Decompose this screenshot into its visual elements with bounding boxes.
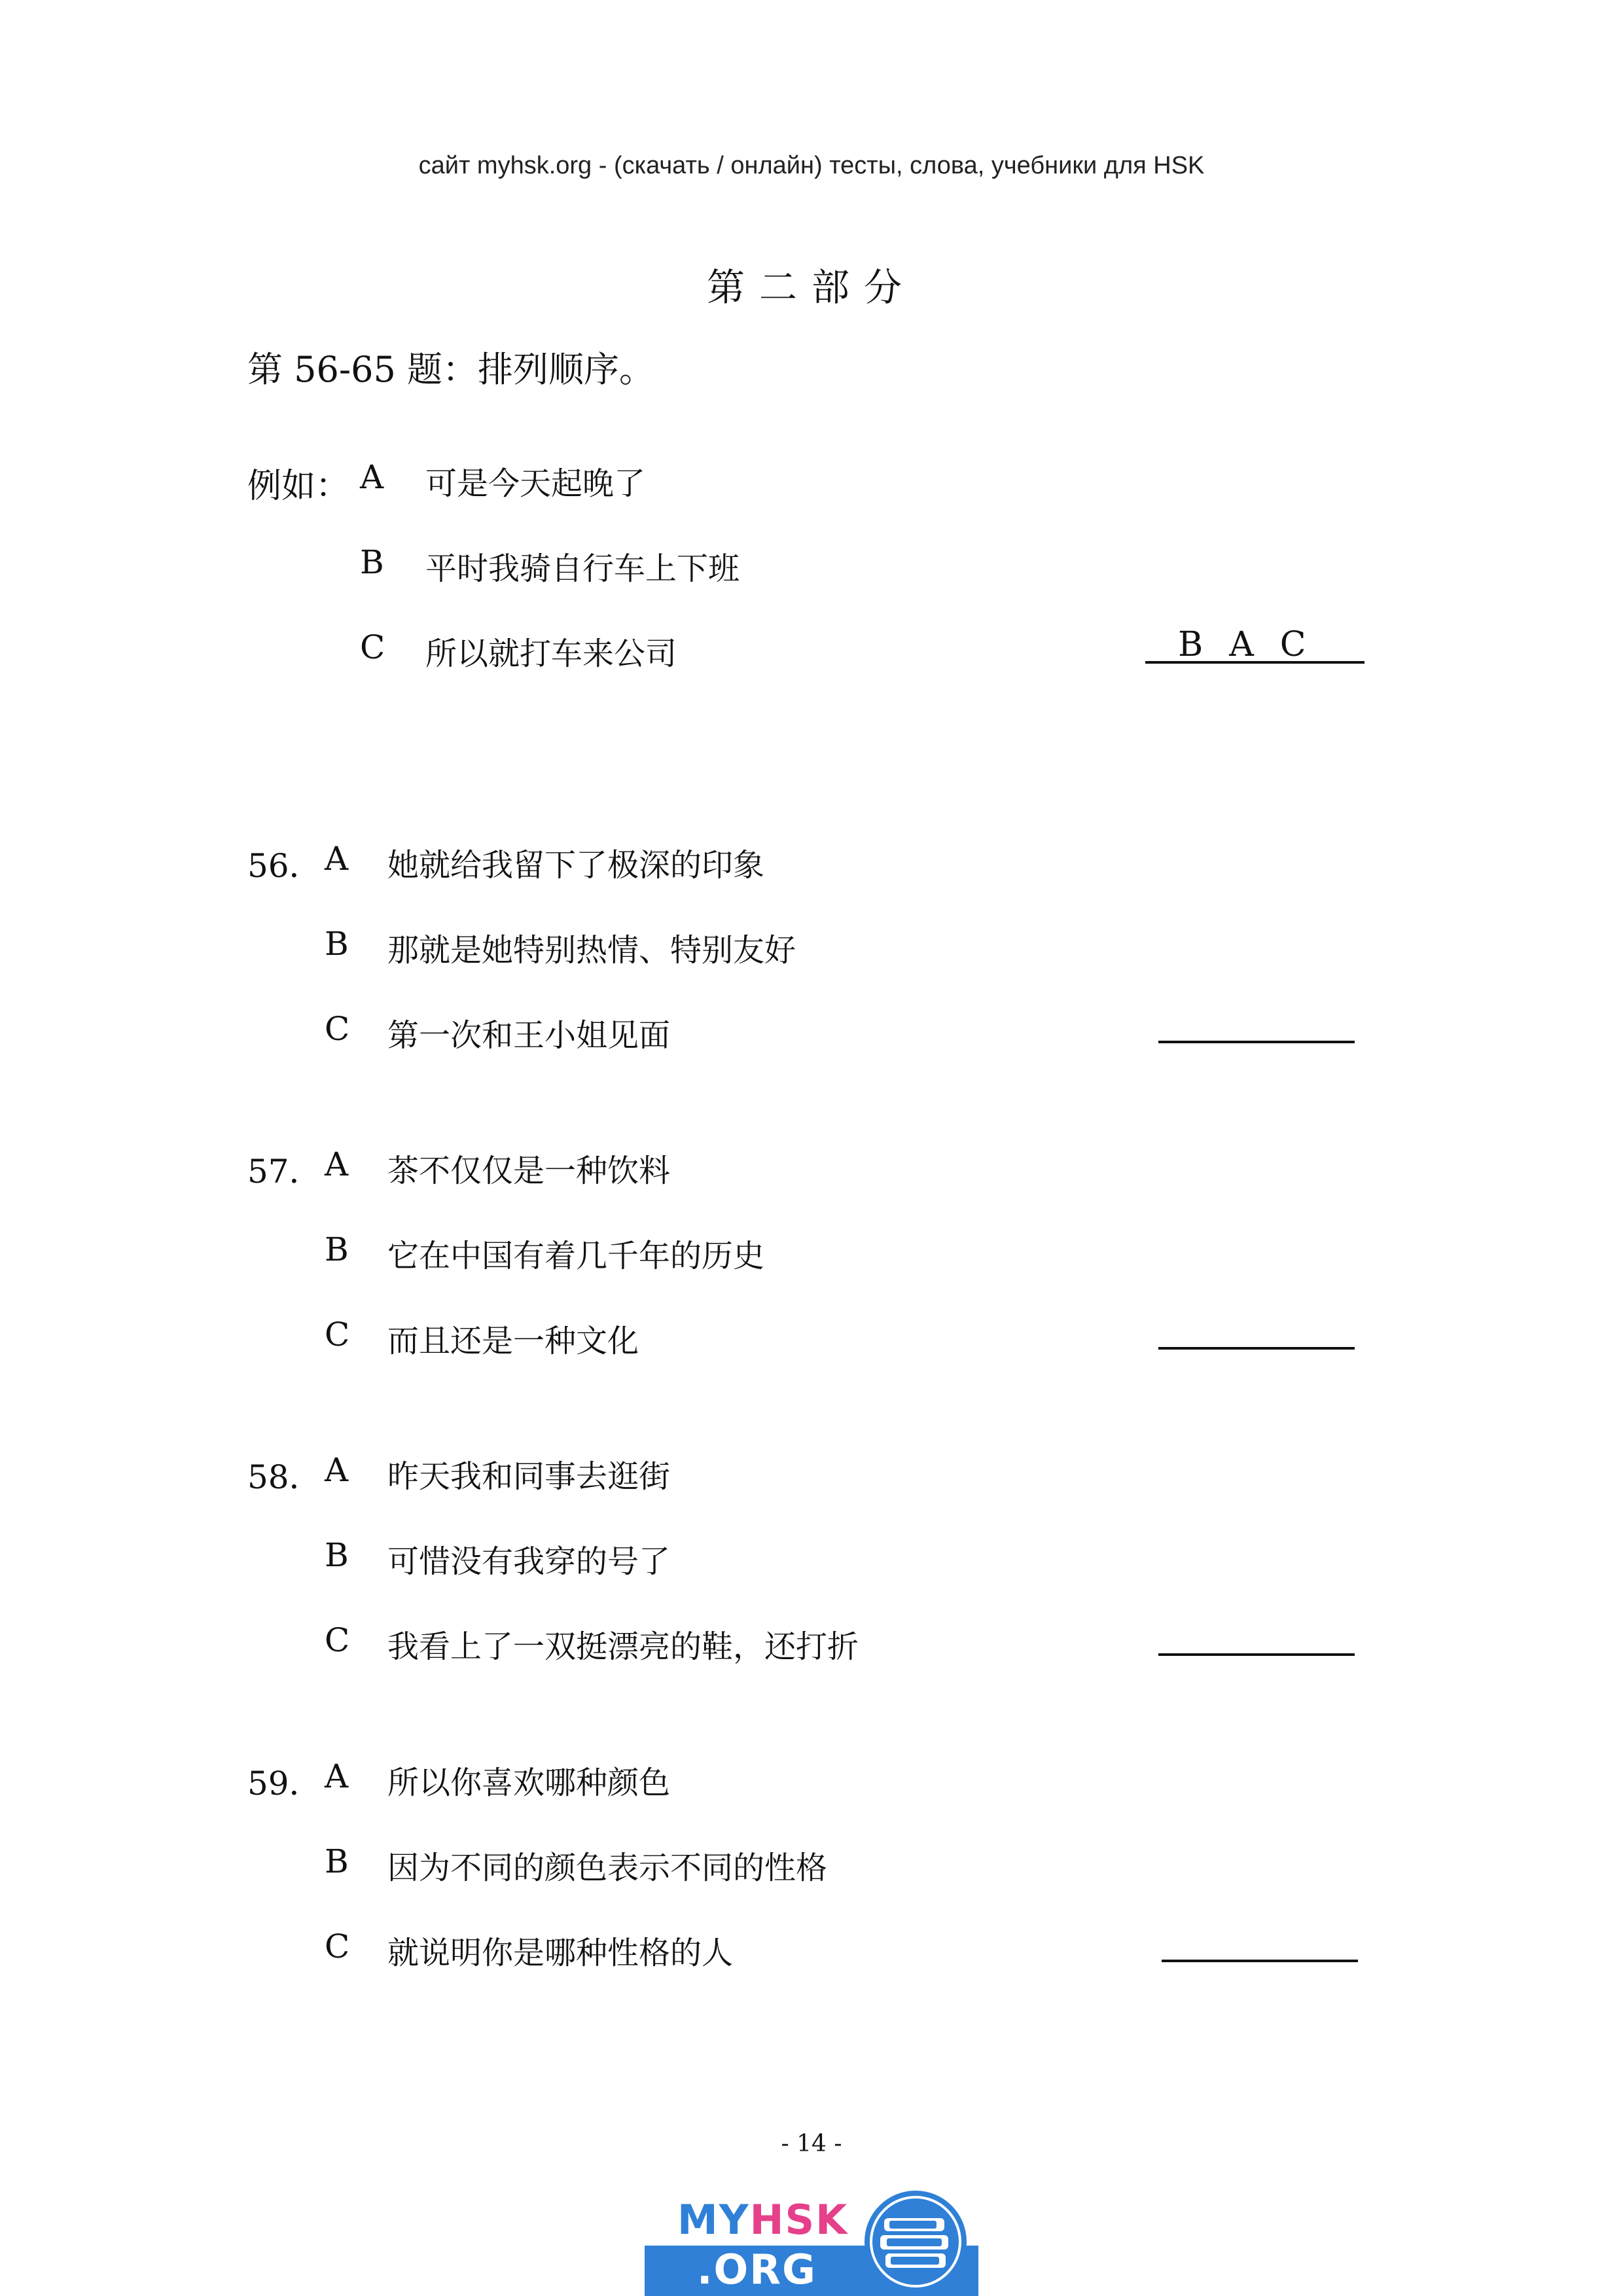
site-header: сайт myhsk.org - (скачать / онлайн) тесты, слова, учебники для HSK [418, 152, 1205, 179]
option-letter: C [325, 1010, 350, 1048]
option-letter: C [325, 1316, 350, 1354]
example-label: 例如： [247, 467, 350, 506]
option-letter: B [325, 1536, 349, 1574]
option-text: 那就是她特别热情、特别友好 [387, 932, 796, 969]
example-option-text: 可是今天起晚了 [425, 465, 646, 502]
question-number: 58． [247, 1458, 322, 1496]
option-text: 第一次和王小姐见面 [387, 1017, 671, 1054]
option-letter: A [325, 840, 349, 878]
option-text: 我看上了一双挺漂亮的鞋，还打折 [387, 1628, 859, 1665]
option-text: 所以你喜欢哪种颜色 [387, 1765, 671, 1801]
option-text: 她就给我留下了极深的印象 [387, 847, 765, 884]
option-text: 可惜没有我穿的号了 [387, 1543, 671, 1580]
option-letter: B [325, 1230, 349, 1268]
option-text: 就说明你是哪种性格的人 [387, 1935, 734, 1971]
option-letter: C [325, 1928, 350, 1965]
option-letter: B [325, 1842, 349, 1880]
answer-blank[interactable] [1162, 1960, 1358, 1962]
example-option-letter: C [360, 628, 385, 666]
option-text: 因为不同的颜色表示不同的性格 [387, 1850, 828, 1886]
logo-my: MY [677, 2196, 750, 2244]
answer-blank[interactable] [1158, 1041, 1355, 1043]
option-text: 而且还是一种文化 [387, 1323, 639, 1359]
option-text: 它在中国有着几千年的历史 [387, 1238, 765, 1274]
question-number: 57． [247, 1153, 322, 1191]
example-option-text: 所以就打车来公司 [425, 636, 677, 672]
option-letter: A [325, 1757, 349, 1795]
page-number: - 14 - [781, 2130, 842, 2157]
myhsk-logo[interactable] [645, 2189, 978, 2296]
option-letter: C [325, 1621, 350, 1659]
question-number: 56． [247, 847, 322, 885]
example-option-text: 平时我骑自行车上下班 [425, 550, 740, 587]
section-title: 第二部分 [706, 265, 916, 310]
option-text: 昨天我和同事去逛街 [387, 1458, 671, 1495]
question-number: 59． [247, 1765, 322, 1803]
option-text: 茶不仅仅是一种饮料 [387, 1153, 671, 1189]
example-option-letter: B [360, 543, 384, 581]
option-letter: A [325, 1451, 349, 1489]
option-letter: A [325, 1145, 349, 1183]
logo-org: .ORG [697, 2246, 817, 2293]
instruction: 第 56-65 题：排列顺序。 [247, 349, 655, 390]
example-answer: BAC [1178, 625, 1332, 664]
example-answer-line [1145, 661, 1364, 664]
option-letter: B [325, 925, 349, 963]
logo-hsk: HSK [749, 2196, 849, 2244]
logo-wordmark-top [677, 2196, 848, 2244]
example-option-letter: A [360, 458, 384, 496]
answer-blank[interactable] [1158, 1653, 1355, 1656]
answer-blank[interactable] [1158, 1347, 1355, 1350]
books-icon [861, 2189, 971, 2296]
